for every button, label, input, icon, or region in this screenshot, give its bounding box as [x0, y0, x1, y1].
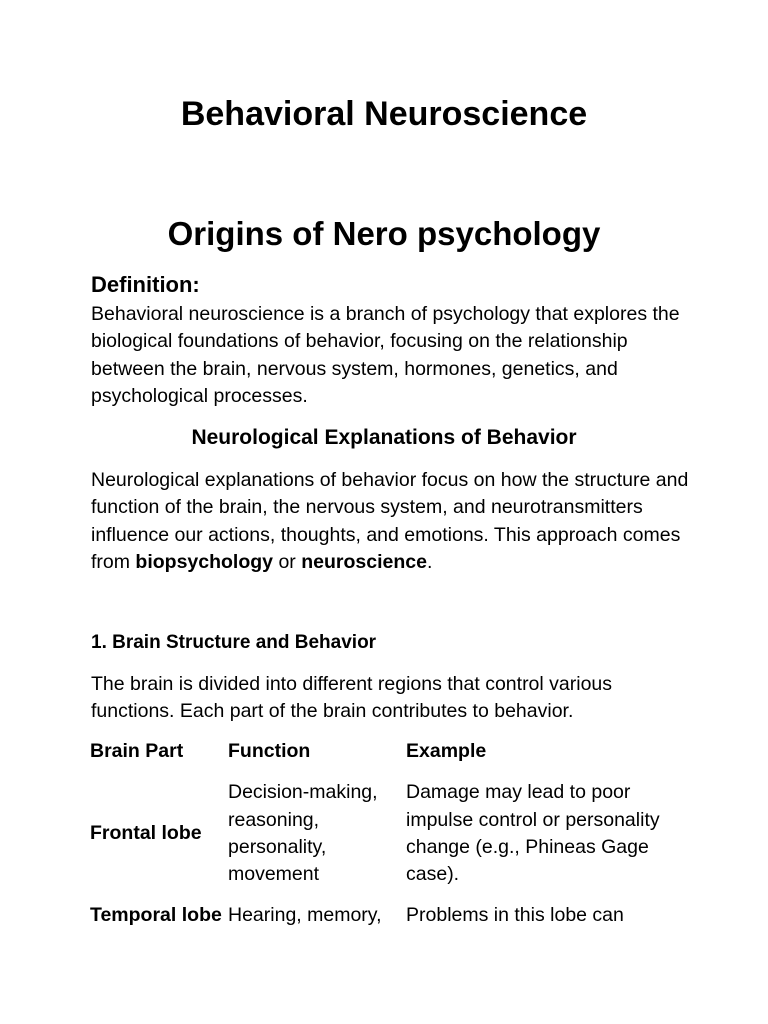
term-biopsychology: biopsychology [135, 550, 274, 573]
sentence-end: . [426, 550, 433, 573]
table-header-row [90, 736, 690, 777]
cell-function: Hearing, memory, [228, 904, 382, 927]
cell-example: Damage may lead to poor impulse control or personality change (e.g., Phineas Gage case). [406, 781, 660, 886]
connector-text: or [273, 550, 302, 573]
brain-parts-table [90, 736, 690, 942]
header-function: Function [228, 740, 311, 762]
table-row [90, 777, 690, 900]
section-title: Origins of Nero psychology [167, 215, 601, 252]
header-brain-part: Brain Part [90, 740, 184, 762]
definition-paragraph: Behavioral neuroscience is a branch of psychology that explores the biological foundations of behavior, focusing on the relationship between the brain, nervous system, hormones, genetics, and psychological processes. [91, 303, 680, 407]
brain-structure-paragraph: The brain is divided into different regions that control various functions. Each part of the brain contributes to behavior. [91, 673, 613, 723]
neuro-explanations-paragraph [91, 467, 691, 576]
neuro-intro-text: Neurological explanations of behavior focus on how the structure and function of the brain, the nervous system, and neurotransmitters influence our actions, thoughts, and emotions. This approach comes from [91, 469, 689, 573]
neuro-explanations-heading: Neurological Explanations of Behavior [191, 426, 577, 449]
brain-structure-heading: 1. Brain Structure and Behavior [91, 632, 377, 653]
document-title: Behavioral Neuroscience [180, 95, 588, 133]
term-neuroscience: neuroscience [301, 550, 427, 573]
definition-heading: Definition: [91, 272, 200, 297]
cell-example: Problems in this lobe can [406, 904, 624, 927]
cell-brain-part: Temporal lobe [90, 904, 222, 927]
cell-brain-part: Frontal lobe [90, 822, 202, 845]
table-row [90, 900, 690, 941]
cell-function: Decision-making, reasoning, personality, movement [228, 781, 378, 886]
header-example: Example [406, 740, 487, 762]
